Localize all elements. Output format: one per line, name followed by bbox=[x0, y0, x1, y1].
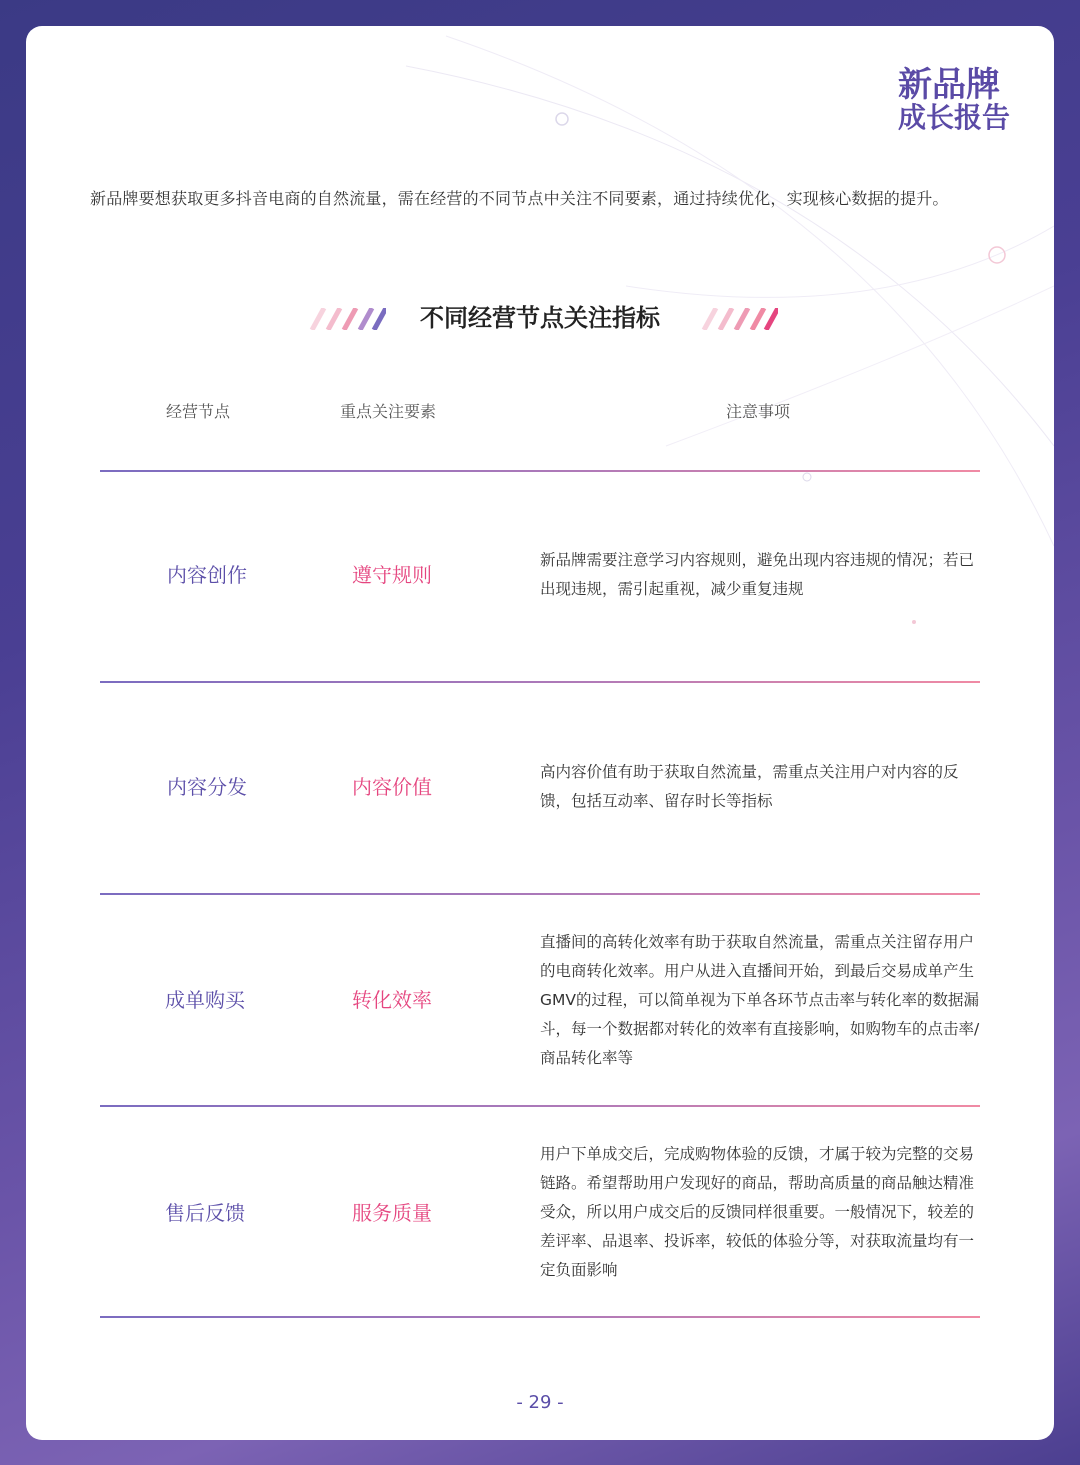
row-focus-label: 转化效率 bbox=[352, 988, 432, 1012]
row-focus-label: 内容价值 bbox=[352, 775, 432, 799]
row-note-text: 直播间的高转化效率有助于获取自然流量，需重点关注留存用户的电商转化效率。用户从进入直播间开始，到最后交易成单产生GMV的过程，可以简单视为下单各环节点击率与转化率的数据漏斗，每一个数据都对转化的效率有直接影响，如购物车的点击率/商品转化率等 bbox=[540, 933, 980, 1067]
page-number: - 29 - bbox=[516, 1392, 564, 1413]
row-stage-label: 售后反馈 bbox=[165, 1201, 245, 1225]
column-header-note: 注意事项 bbox=[726, 402, 791, 421]
row-stage-label: 内容创作 bbox=[167, 563, 247, 587]
row-note-text: 新品牌需要注意学习内容规则，避免出现内容违规的情况；若已出现违规，需引起重视，减少重复违规 bbox=[540, 551, 975, 598]
row-divider bbox=[100, 470, 980, 472]
brand-logo bbox=[897, 65, 1010, 134]
row-divider bbox=[100, 1105, 980, 1107]
section-title: 不同经营节点关注指标 bbox=[420, 304, 660, 332]
column-header-stage: 经营节点 bbox=[166, 402, 231, 421]
row-stage-label: 内容分发 bbox=[167, 775, 247, 799]
title-stripes-right-icon bbox=[696, 308, 778, 330]
row-divider bbox=[100, 1316, 980, 1318]
row-stage-label: 成单购买 bbox=[165, 988, 245, 1012]
row-focus-label: 服务质量 bbox=[352, 1201, 432, 1225]
intro-paragraph: 新品牌要想获取更多抖音电商的自然流量，需在经营的不同节点中关注不同要素，通过持续优化，实现核心数据的提升。 bbox=[90, 189, 949, 208]
page-card bbox=[26, 26, 1054, 1440]
row-divider bbox=[100, 893, 980, 895]
row-focus-label: 遵守规则 bbox=[352, 563, 432, 587]
row-note-text: 用户下单成交后，完成购物体验的反馈，才属于较为完整的交易链路。希望帮助用户发现好的商品，帮助高质量的商品触达精准受众，所以用户成交后的反馈同样很重要。一般情况下，较差的差评率、品退率、投诉率，较低的体验分等，对获取流量均有一定负面影响 bbox=[540, 1145, 975, 1279]
logo-line-1: 新品牌 bbox=[897, 65, 1000, 105]
row-divider bbox=[100, 681, 980, 683]
column-header-focus: 重点关注要素 bbox=[340, 402, 437, 421]
row-note-text: 高内容价值有助于获取自然流量，需重点关注用户对内容的反馈，包括互动率、留存时长等指标 bbox=[540, 763, 959, 810]
logo-line-2: 成长报告 bbox=[897, 101, 1010, 134]
